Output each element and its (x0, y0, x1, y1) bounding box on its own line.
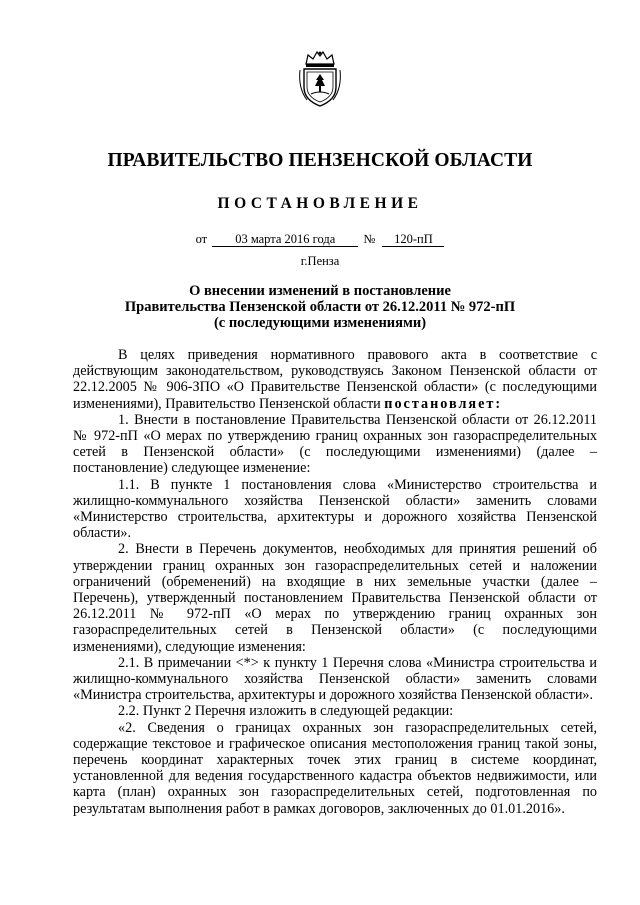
document-date: 03 марта 2016 года (212, 232, 358, 247)
date-prefix: от (195, 232, 208, 246)
subject-line-2: Правительства Пензенской области от 26.12.2011 № 972-пП (124, 299, 516, 315)
paragraph-2-2: 2.2. Пункт 2 Перечня изложить в следующей редакции: (118, 703, 454, 720)
document-body (73, 347, 597, 817)
document-subject (100, 283, 540, 331)
document-type: ПОСТАНОВЛЕНИЕ (217, 195, 423, 212)
subject-line-3: (с последующими изменениями) (213, 315, 427, 331)
intro-paragraph (73, 347, 597, 412)
paragraph-1-1: 1.1. В пункте 1 постановления слова «Министерство строительства и жилищно-коммунального хозяйства Пензенской области» заменить словами «Министерство строительства, архитектуры и дорожного хозяйства Пензенской области». (73, 476, 597, 542)
date-number-line (0, 232, 640, 247)
intro-text: В целях приведения нормативного правового акта в соответствие с действующим законодательством, руководствуясь Законом Пензенской области от 22.12.2005 № 906-ЗПО «О Правительстве Пензенской области» (с последующими изменениями), Правительство Пензенской области (73, 347, 597, 412)
government-title: ПРАВИТЕЛЬСТВО ПЕНЗЕНСКОЙ ОБЛАСТИ (107, 150, 533, 171)
document-number: 120-пП (382, 232, 444, 247)
paragraph-2-1: 2.1. В примечании <*> к пункту 1 Перечня слова «Министра строительства и жилищно-коммунального хозяйства Пензенской области» заменить словами «Министра строительства, архитектуры и дорожного хозяйства Пензенской области». (73, 654, 597, 704)
number-prefix: № (363, 232, 376, 246)
paragraph-2-2-quote: «2. Сведения о границах охранных зон газораспределительных сетей, содержащие текстовое и графическое описания местоположения границ такой зоны, перечень координат характерных точек этих границ в системе координат, установленной для ведения государственного кадастра объектов недвижимости, или карта (план) охранных зон газораспределительных сетей, подготовленная по результатам выполнения работ в рамках договоров, заключенных до 01.01.2016». (73, 719, 597, 817)
penza-coat-of-arms-icon (297, 50, 343, 108)
paragraph-2: 2. Внести в Перечень документов, необходимых для принятия решений об утверждении границ охранных зон газораспределительных сетей и наложении ограничений (обременений) на входящие в них земельные участки (далее – Перечень), утвержденный постановлением Правительства Пензенской области от 26.12.2011 № 972-пП «О мерах по утверждению границ охранных зон газораспределительных сетей в Пензенской области» (с последующими изменениями), следующие изменения: (73, 541, 597, 655)
city: г.Пенза (300, 254, 340, 268)
paragraph-1: 1. Внести в постановление Правительства Пензенской области от 26.12.2011 № 972-пП «О мерах по утверждению границ охранных зон газораспределительных сетей в Пензенской области» (с последующими изменениями) (далее – постановление) следующее изменение: (73, 411, 597, 477)
decree-word: постановляет: (384, 395, 503, 412)
subject-line-1: О внесении изменений в постановление (189, 283, 451, 299)
